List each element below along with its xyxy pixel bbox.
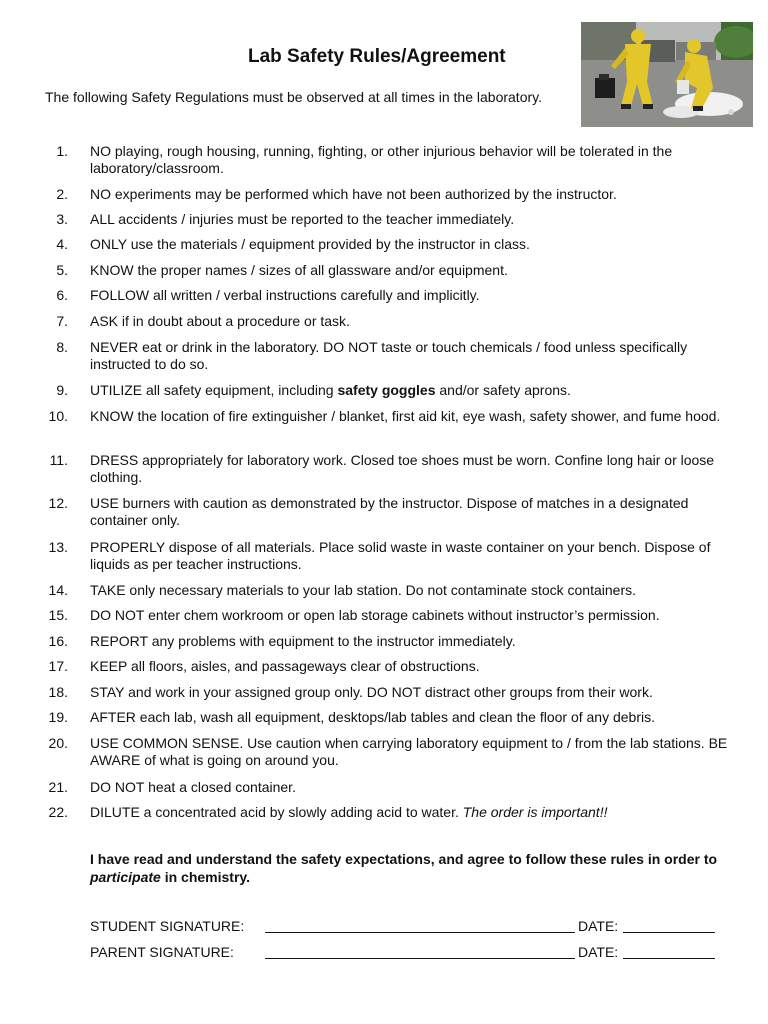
parent-date-line[interactable] — [623, 958, 715, 959]
rule-text — [90, 339, 730, 373]
rule-number: 5. — [56, 262, 68, 278]
rule-text-part: NEVER eat or drink in the laboratory. DO NOT taste or touch chemicals / food unless specifically instructed to do so. — [90, 339, 688, 372]
rule-text-part: DO NOT enter chem workroom or open lab storage cabinets without instructor’s permission. — [90, 607, 660, 623]
rule-text-part: KEEP all floors, aisles, and passageways clear of obstructions. — [90, 658, 480, 674]
student-date-label: DATE: — [578, 918, 619, 934]
rule-text — [90, 287, 730, 304]
student-signature-label: STUDENT SIGNATURE: — [90, 918, 245, 934]
rule-text-part: REPORT any problems with equipment to the instructor immediately. — [90, 633, 516, 649]
rule-text — [90, 143, 730, 177]
rule-text — [90, 607, 730, 624]
rule-number: 7. — [56, 313, 68, 329]
rule-text — [90, 804, 730, 821]
parent-signature-label: PARENT SIGNATURE: — [90, 944, 234, 960]
rule-text — [90, 582, 730, 599]
rule-text-part: ONLY use the materials / equipment provided by the instructor in class. — [90, 236, 530, 252]
rule-text-part: DILUTE a concentrated acid by slowly adding acid to water. — [90, 804, 463, 820]
rule-number: 17. — [48, 658, 68, 674]
rule-number: 19. — [48, 709, 68, 725]
rule-number: 15. — [48, 607, 68, 623]
rule-number: 9. — [56, 382, 68, 398]
rule-text — [90, 684, 730, 701]
rule-text-part: ALL accidents / injuries must be reported to the teacher immediately. — [90, 211, 515, 227]
rule-text-part: TAKE only necessary materials to your lab station. Do not contaminate stock containers. — [90, 582, 636, 598]
rule-text — [90, 539, 730, 573]
parent-date-label: DATE: — [578, 944, 619, 960]
rule-number: 3. — [56, 211, 68, 227]
rule-text — [90, 236, 730, 253]
rule-text-part: AFTER each lab, wash all equipment, desktops/lab tables and clean the floor of any debris. — [90, 709, 655, 725]
rule-text-part: DO NOT heat a closed container. — [90, 779, 296, 795]
student-signature-line[interactable] — [265, 932, 575, 933]
rule-text-part: FOLLOW all written / verbal instructions carefully and implicitly. — [90, 287, 480, 303]
rule-text-part: ASK if in doubt about a procedure or task. — [90, 313, 350, 329]
rule-number: 16. — [48, 633, 68, 649]
agreement-emphasis: participate — [90, 869, 161, 885]
rule-text-bold: safety goggles — [337, 382, 436, 398]
rule-text-part: STAY and work in your assigned group only. DO NOT distract other groups from their work. — [90, 684, 653, 700]
rule-number: 21. — [48, 779, 68, 795]
rule-text — [90, 211, 730, 228]
rule-number: 13. — [48, 539, 68, 555]
rule-text — [90, 735, 730, 769]
rule-number: 1. — [56, 143, 68, 159]
rule-text-italic: The order is important!! — [462, 804, 608, 820]
document-title: Lab Safety Rules/Agreement — [248, 46, 506, 67]
rule-text — [90, 408, 730, 425]
rule-number: 4. — [56, 236, 68, 252]
agreement-statement — [90, 850, 730, 886]
rule-text-part: DRESS appropriately for laboratory work. Closed toe shoes must be worn. Confine long hair or loose clothing. — [90, 452, 715, 485]
rule-text — [90, 452, 730, 486]
rule-text-part: NO experiments may be performed which have not been authorized by the instructor. — [90, 186, 617, 202]
rule-text-part: NO playing, rough housing, running, fighting, or other injurious behavior will be tolerated in the laboratory/classroom. — [90, 143, 673, 176]
rule-text — [90, 382, 730, 399]
rule-text-part: PROPERLY dispose of all materials. Place solid waste in waste container on your bench. Dispose of liquids as per teacher instructions. — [90, 539, 711, 572]
rule-number: 2. — [56, 186, 68, 202]
rule-text-part: USE burners with caution as demonstrated by the instructor. Dispose of matches in a designated container only. — [90, 495, 689, 528]
rule-number: 14. — [48, 582, 68, 598]
rule-text — [90, 495, 730, 529]
rule-number: 11. — [49, 452, 68, 468]
rule-number: 10. — [48, 408, 68, 424]
rule-text — [90, 633, 730, 650]
rule-number: 20. — [48, 735, 68, 751]
rule-text-part: USE COMMON SENSE. Use caution when carrying laboratory equipment to / from the lab stations. BE AWARE of what is going on around you. — [90, 735, 728, 768]
rule-number: 22. — [48, 804, 68, 820]
rule-text-part: UTILIZE all safety equipment, including — [90, 382, 338, 398]
rule-text — [90, 658, 730, 675]
rule-number: 12. — [48, 495, 68, 511]
rule-text-part: KNOW the proper names / sizes of all glassware and/or equipment. — [90, 262, 508, 278]
agreement-text-after: in chemistry. — [160, 869, 251, 885]
hazmat-photo — [581, 22, 753, 127]
rule-text-part: KNOW the location of fire extinguisher / blanket, first aid kit, eye wash, safety shower, and fume hood. — [90, 408, 721, 424]
rule-text — [90, 186, 730, 203]
rule-text — [90, 779, 730, 796]
rule-number: 6. — [56, 287, 68, 303]
rule-text — [90, 262, 730, 279]
student-date-line[interactable] — [623, 932, 715, 933]
intro-text: The following Safety Regulations must be observed at all times in the laboratory. — [45, 89, 542, 105]
rule-text — [90, 313, 730, 330]
rule-text — [90, 709, 730, 726]
rule-number: 8. — [56, 339, 68, 355]
agreement-text-before: I have read and understand the safety expectations, and agree to follow these rules in order to — [90, 851, 718, 867]
rule-text-part: and/or safety aprons. — [435, 382, 571, 398]
hazmat-photo-illustration — [581, 22, 753, 127]
rule-number: 18. — [48, 684, 68, 700]
parent-signature-line[interactable] — [265, 958, 575, 959]
